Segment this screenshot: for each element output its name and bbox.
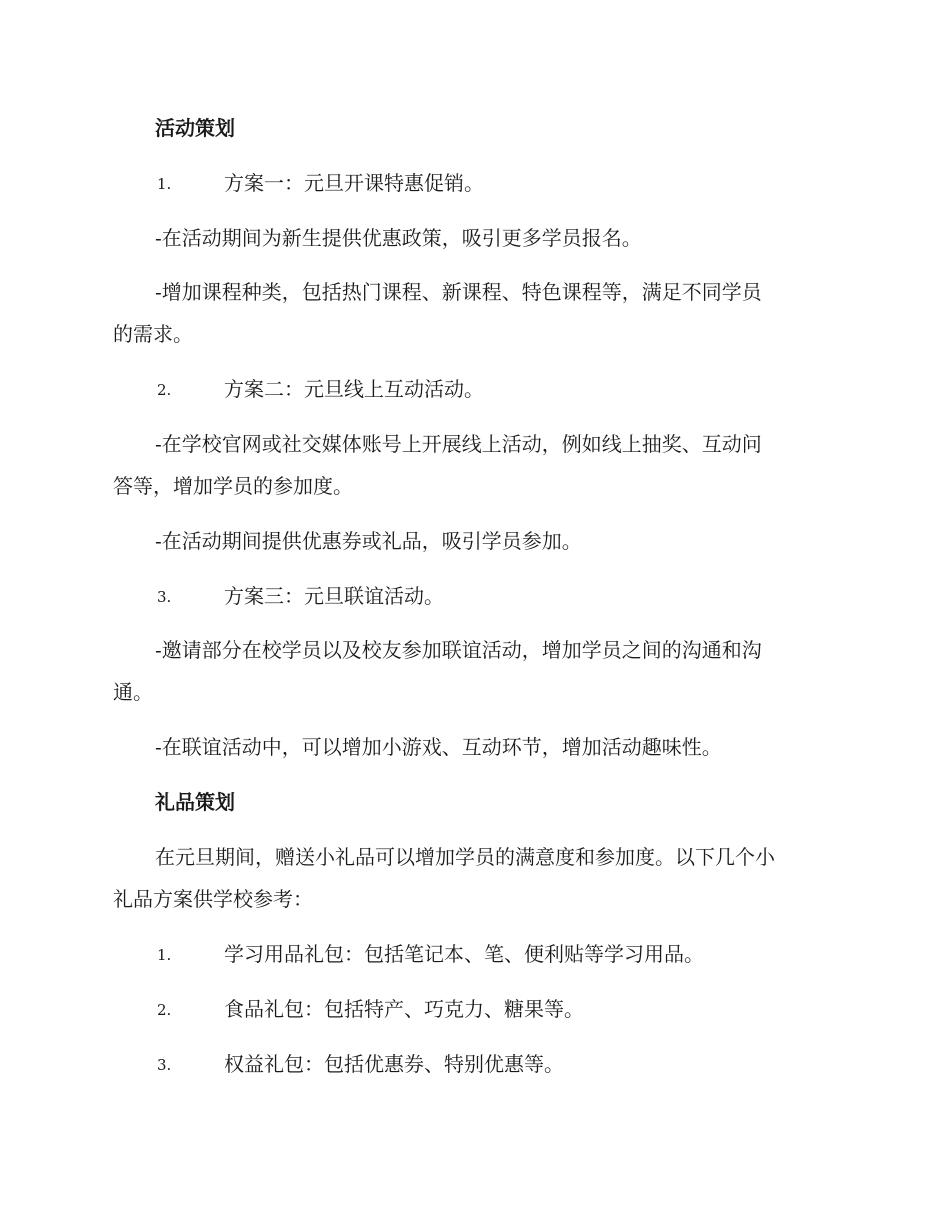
- plan-2-bullet-1-line-1: -在学校官网或社交媒体账号上开展线上活动，例如线上抽奖、互动问: [155, 432, 762, 456]
- plan-1-bullet-2-line-1: -增加课程种类，包括热门课程、新课程、特色课程等，满足不同学员: [155, 280, 762, 304]
- plan-2-bullet-1-line-2: 答等，增加学员的参加度。: [113, 474, 353, 498]
- gift-item-2-text: 食品礼包：包括特产、巧克力、糖果等。: [224, 997, 584, 1021]
- plan-1-title: 方案一：元旦开课特惠促销。: [224, 171, 484, 195]
- plan-3-bullet-1-line-1: -邀请部分在校学员以及校友参加联谊活动，增加学员之间的沟通和沟: [155, 638, 762, 662]
- plan-1-number: 1.: [157, 175, 172, 193]
- gift-item-3-number: 3.: [157, 1056, 172, 1074]
- gift-intro-line-1: 在元旦期间，赠送小礼品可以增加学员的满意度和参加度。以下几个小: [155, 845, 775, 869]
- plan-3-bullet-2: -在联谊活动中，可以增加小游戏、互动环节，增加活动趣味性。: [155, 735, 722, 759]
- gift-intro-line-2: 礼品方案供学校参考：: [113, 887, 313, 911]
- gift-item-1-number: 1.: [157, 946, 172, 964]
- gift-item-2-number: 2.: [157, 1001, 172, 1019]
- plan-2-bullet-2: -在活动期间提供优惠券或礼品，吸引学员参加。: [155, 529, 582, 553]
- gift-item-1-text: 学习用品礼包：包括笔记本、笔、便利贴等学习用品。: [224, 942, 704, 966]
- section-heading-activity: 活动策划: [155, 116, 235, 140]
- plan-1-bullet-1: -在活动期间为新生提供优惠政策，吸引更多学员报名。: [155, 226, 642, 250]
- plan-3-bullet-1-line-2: 通。: [113, 680, 153, 704]
- section-heading-gift: 礼品策划: [155, 790, 235, 814]
- plan-1-bullet-2-line-2: 的需求。: [113, 322, 193, 346]
- gift-item-3-text: 权益礼包：包括优惠券、特别优惠等。: [224, 1052, 564, 1076]
- plan-3-number: 3.: [157, 588, 172, 606]
- plan-2-number: 2.: [157, 381, 172, 399]
- plan-3-title: 方案三：元旦联谊活动。: [224, 584, 444, 608]
- plan-2-title: 方案二：元旦线上互动活动。: [224, 377, 484, 401]
